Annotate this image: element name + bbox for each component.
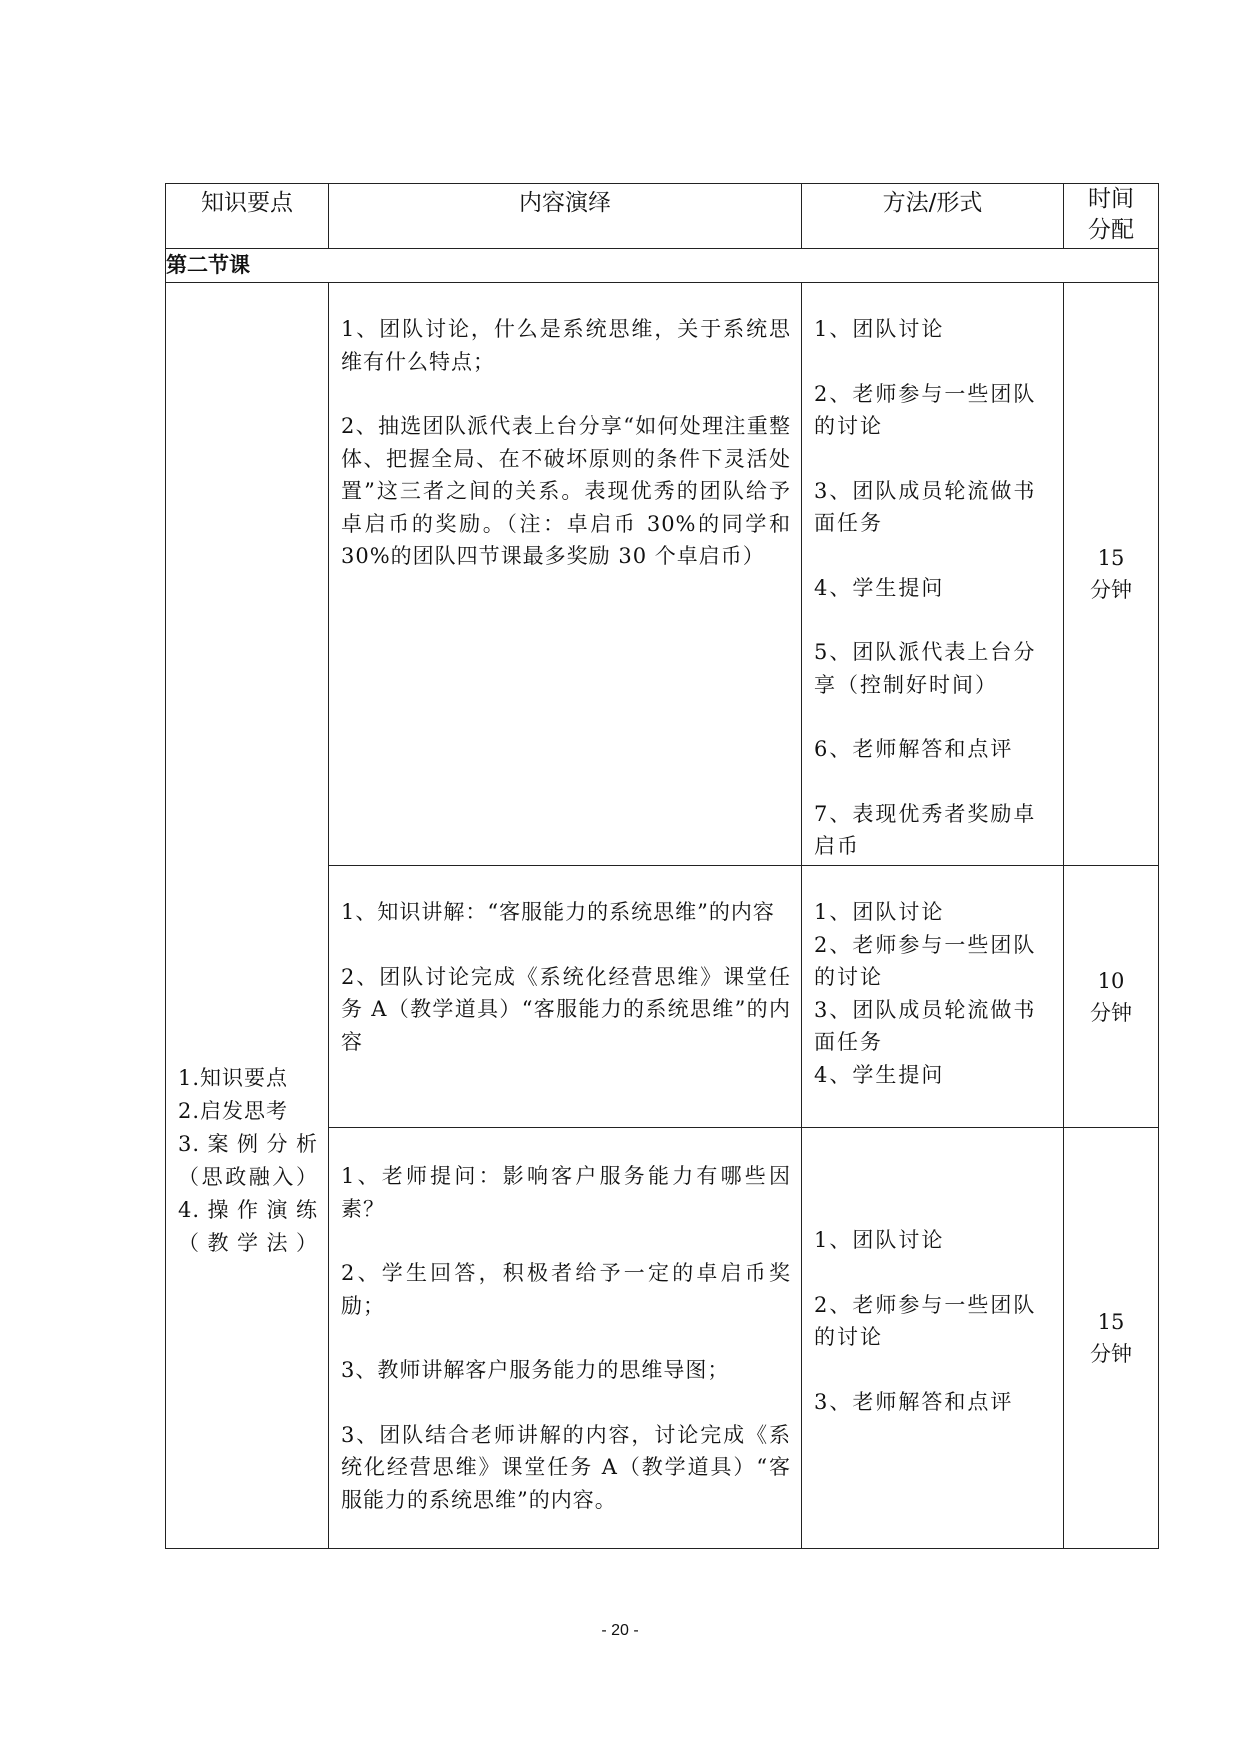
table-row	[166, 283, 1159, 866]
content-paragraph: 3、团队结合老师讲解的内容，讨论完成《系统化经营思维》课堂任务 A（教学道具）“客服能力的系统思维”的内容。	[341, 1422, 791, 1512]
knowledge-point: （思政融入）	[178, 1164, 318, 1189]
knowledge-point: 4.操作演练	[178, 1197, 318, 1222]
method-item: 2、老师参与一些团队的讨论	[814, 1292, 1037, 1349]
time-unit: 分钟	[1090, 1000, 1132, 1025]
method-item: 1、团队讨论	[814, 900, 945, 924]
time-unit: 分钟	[1090, 578, 1132, 602]
method-cell	[802, 283, 1064, 866]
method-item: 3、团队成员轮流做书面任务	[814, 997, 1037, 1054]
method-item: 1、团队讨论	[814, 1228, 945, 1252]
knowledge-point: 1.知识要点	[178, 1065, 289, 1090]
method-item: 6、老师解答和点评	[814, 737, 1014, 761]
header-content: 内容演绎	[329, 184, 802, 249]
content-paragraph: 2、学生回答，积极者给予一定的卓启币奖励；	[341, 1261, 791, 1318]
content-cell	[329, 283, 802, 866]
knowledge-points-cell	[166, 283, 329, 1549]
time-cell	[1064, 283, 1159, 866]
method-item: 5、团队派代表上台分享（控制好时间）	[814, 640, 1037, 697]
content-paragraph: 1、知识讲解：“客服能力的系统思维”的内容	[341, 900, 775, 924]
lesson-plan-table	[165, 183, 1159, 1549]
method-item: 3、老师解答和点评	[814, 1389, 1014, 1414]
content-paragraph: 1、团队讨论，什么是系统思维，关于系统思维有什么特点；	[341, 317, 791, 374]
time-value: 15	[1097, 546, 1125, 570]
method-cell	[802, 1128, 1064, 1549]
content-cell	[329, 866, 802, 1128]
method-item: 4、学生提问	[814, 1062, 945, 1087]
content-paragraph: 3、教师讲解客户服务能力的思维导图；	[341, 1358, 730, 1382]
method-item: 7、表现优秀者奖励卓启币	[814, 801, 1037, 858]
header-method: 方法/形式	[802, 184, 1064, 249]
time-value: 10	[1097, 968, 1125, 993]
header-row	[166, 184, 1159, 249]
header-time	[1064, 184, 1159, 249]
method-item: 3、团队成员轮流做书面任务	[814, 478, 1037, 535]
knowledge-point: （教学法）	[178, 1230, 318, 1255]
content-paragraph: 1、老师提问：影响客户服务能力有哪些因素？	[341, 1164, 791, 1221]
time-value: 15	[1097, 1310, 1125, 1334]
knowledge-point: 2.启发思考	[178, 1098, 289, 1123]
header-knowledge: 知识要点	[166, 184, 329, 249]
method-cell	[802, 866, 1064, 1128]
method-item: 1、团队讨论	[814, 317, 945, 341]
time-cell	[1064, 866, 1159, 1128]
method-item: 4、学生提问	[814, 575, 945, 600]
method-item: 2、老师参与一些团队的讨论	[814, 381, 1037, 438]
section-row	[166, 249, 1159, 283]
section-title: 第二节课	[166, 249, 1159, 283]
knowledge-point: 3.案例分析	[178, 1131, 318, 1156]
content-cell	[329, 1128, 802, 1549]
content-paragraph: 2、团队讨论完成《系统化经营思维》课堂任务 A（教学道具）“客服能力的系统思维”的内容	[341, 964, 791, 1054]
header-time-line2: 分配	[1088, 217, 1134, 243]
time-unit: 分钟	[1090, 1342, 1132, 1366]
page-number: - 20 -	[601, 1622, 639, 1639]
method-item: 2、老师参与一些团队的讨论	[814, 932, 1037, 989]
header-time-line1: 时间	[1088, 186, 1134, 212]
time-cell	[1064, 1128, 1159, 1549]
content-paragraph: 2、抽选团队派代表上台分享“如何处理注重整体、把握全局、在不破坏原则的条件下灵活处置”这三者之间的关系。表现优秀的团队给予卓启币的奖励。（注：卓启币 30%的同学和 30%的团队四节课最多奖励 30 个卓启币）	[341, 414, 791, 568]
